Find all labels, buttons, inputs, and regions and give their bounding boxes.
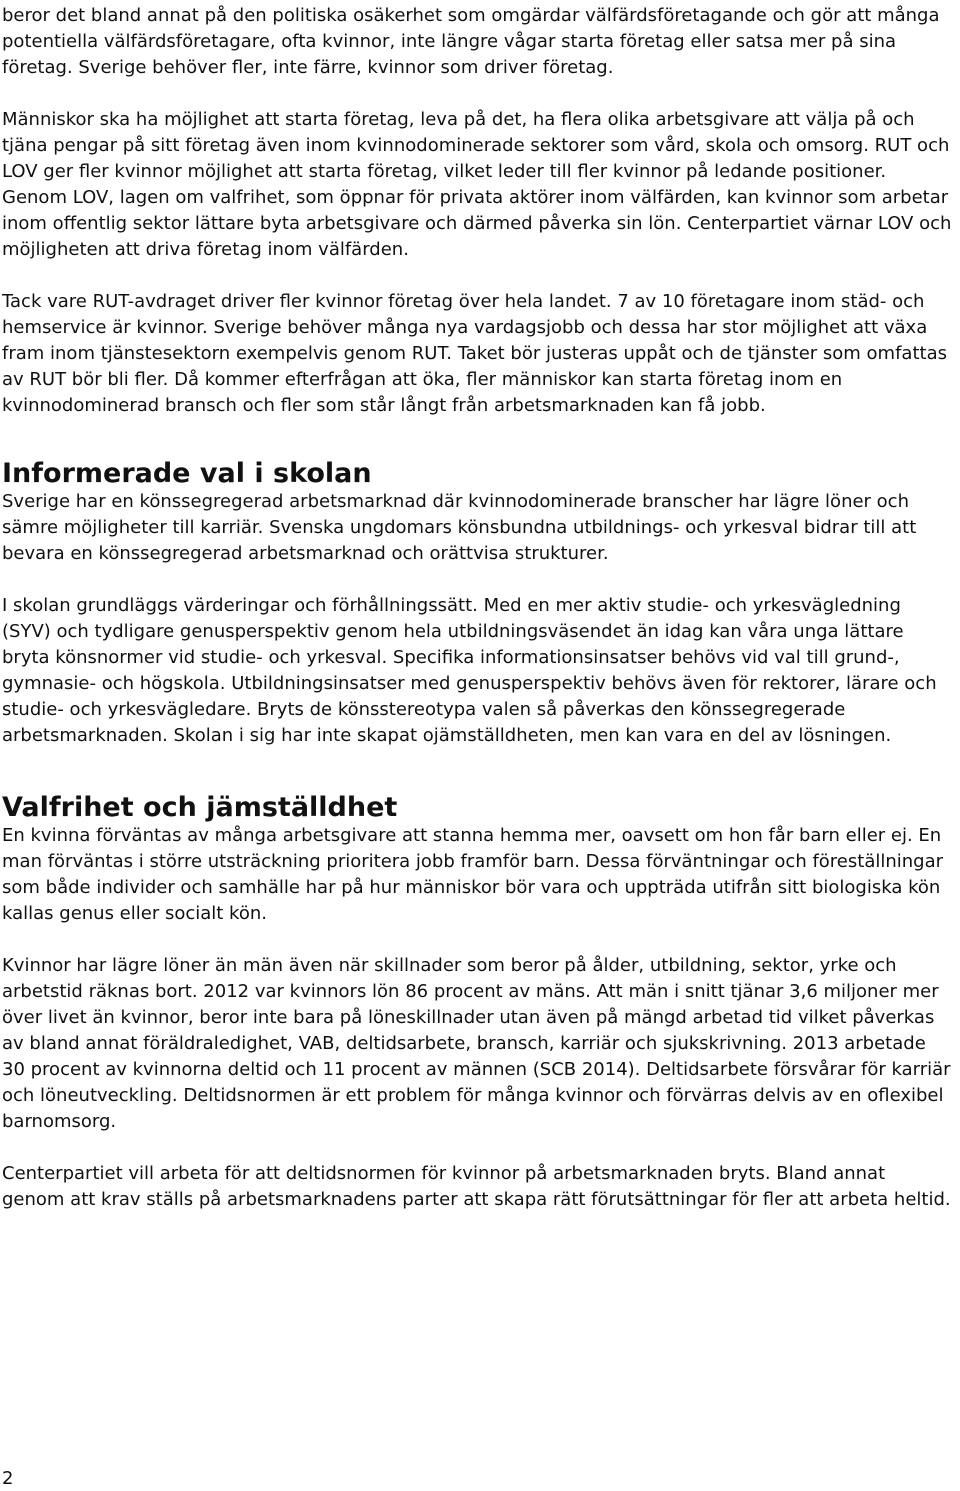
body-paragraph: Kvinnor har lägre löner än män även när skillnader som beror på ålder, utbildning, sektor, yrke och arbetstid räknas bort. 2012 var kvinnors lön 86 procent av mäns. Att män i snitt tjänar 3,6 miljoner mer över livet än kvinnor, beror inte bara på löneskillnader utan även på mängd arbetad tid vilket påverkas av bland annat föräldraledighet, VAB, deltidsarbete, bransch, karriär och sjukskrivning. 2013 arbetade 30 procent av kvinnorna deltid och 11 procent av männen (SCB 2014). Deltidsarbete försvårar för karriär och löneutveckling. Deltidsnormen är ett problem för många kvinnor och förvärras delvis av en oflexibel barnomsorg.: [2, 955, 951, 1132]
body-paragraph: Människor ska ha möjlighet att starta företag, leva på det, ha flera olika arbetsgivare att välja på och tjäna pengar på sitt företag även inom kvinnodominerade sektorer som vård, skola och omsorg. RUT och LOV ger fler kvinnor möjlighet att starta företag, vilket leder till fler kvinnor på ledande positioner. Genom LOV, lagen om valfrihet, som öppnar för privata aktörer inom välfärden, kan kvinnor som arbetar inom offentlig sektor lättare byta arbetsgivare och därmed påverka sin lön. Centerpartiet värnar LOV och möjligheten att driva företag inom välfärden.: [2, 109, 952, 260]
body-paragraph: Centerpartiet vill arbeta för att deltidsnormen för kvinnor på arbetsmarknaden bryts. Bland annat genom att krav ställs på arbetsmarknadens parter att skapa rätt förutsättningar för fler att arbeta heltid.: [2, 1163, 951, 1210]
body-paragraph: En kvinna förväntas av många arbetsgivare att stanna hemma mer, oavsett om hon får barn eller ej. En man förväntas i större utsträckning prioritera jobb framför barn. Dessa förväntningar och föreställningar som både individer och samhälle har på hur människor bör vara och uppträda utifrån sitt biologiska kön kallas genus eller socialt kön.: [2, 825, 944, 924]
body-paragraph: I skolan grundläggs värderingar och förhållningssätt. Med en mer aktiv studie- och yrkesvägledning (SYV) och tydligare genusperspektiv genom hela utbildningsväsendet än idag kan våra unga lättare bryta könsnormer vid studie- och yrkesval. Specifika informationsinsatser behövs vid val till grund-, gymnasie- och högskola. Utbildningsinsatser med genusperspektiv behövs även för rektorer, lärare och studie- och yrkesvägledare. Bryts de könsstereotypa valen så påverkas den könssegregerade arbetsmarknaden. Skolan i sig har inte skapat ojämställdheten, men kan vara en del av lösningen.: [2, 595, 937, 746]
body-paragraph: Tack vare RUT-avdraget driver fler kvinnor företag över hela landet. 7 av 10 företagare inom städ- och hemservice är kvinnor. Sverige behöver många nya vardagsjobb och dessa har stor möjlighet att växa fram inom tjänstesektorn exempelvis genom RUT. Taket bör justeras uppåt och de tjänster som omfattas av RUT bör bli fler. Då kommer efterfrågan att öka, fler människor kan starta företag inom en kvinnodominerad bransch och fler som står långt från arbetsmarknaden kan få jobb.: [2, 291, 947, 416]
body-paragraph: Sverige har en könssegregerad arbetsmarknad där kvinnodominerade branscher har lägre löner och sämre möjligheter till karriär. Svenska ungdomars könsbundna utbildnings- och yrkesval bidrar till att bevara en könssegregerad arbetsmarknad och orättvisa strukturer.: [2, 491, 917, 564]
section-heading-valfrihet: Valfrihet och jämställdhet: [2, 792, 398, 823]
page-number: 2: [2, 1468, 14, 1489]
section-heading-skolan: Informerade val i skolan: [2, 458, 372, 489]
body-paragraph: beror det bland annat på den politiska osäkerhet som omgärdar välfärdsföretagande och gör att många potentiella välfärdsföretagare, ofta kvinnor, inte längre vågar starta företag eller satsa mer på sina företag. Sverige behöver fler, inte färre, kvinnor som driver företag.: [2, 5, 940, 78]
document-body: [2, 0, 952, 1213]
